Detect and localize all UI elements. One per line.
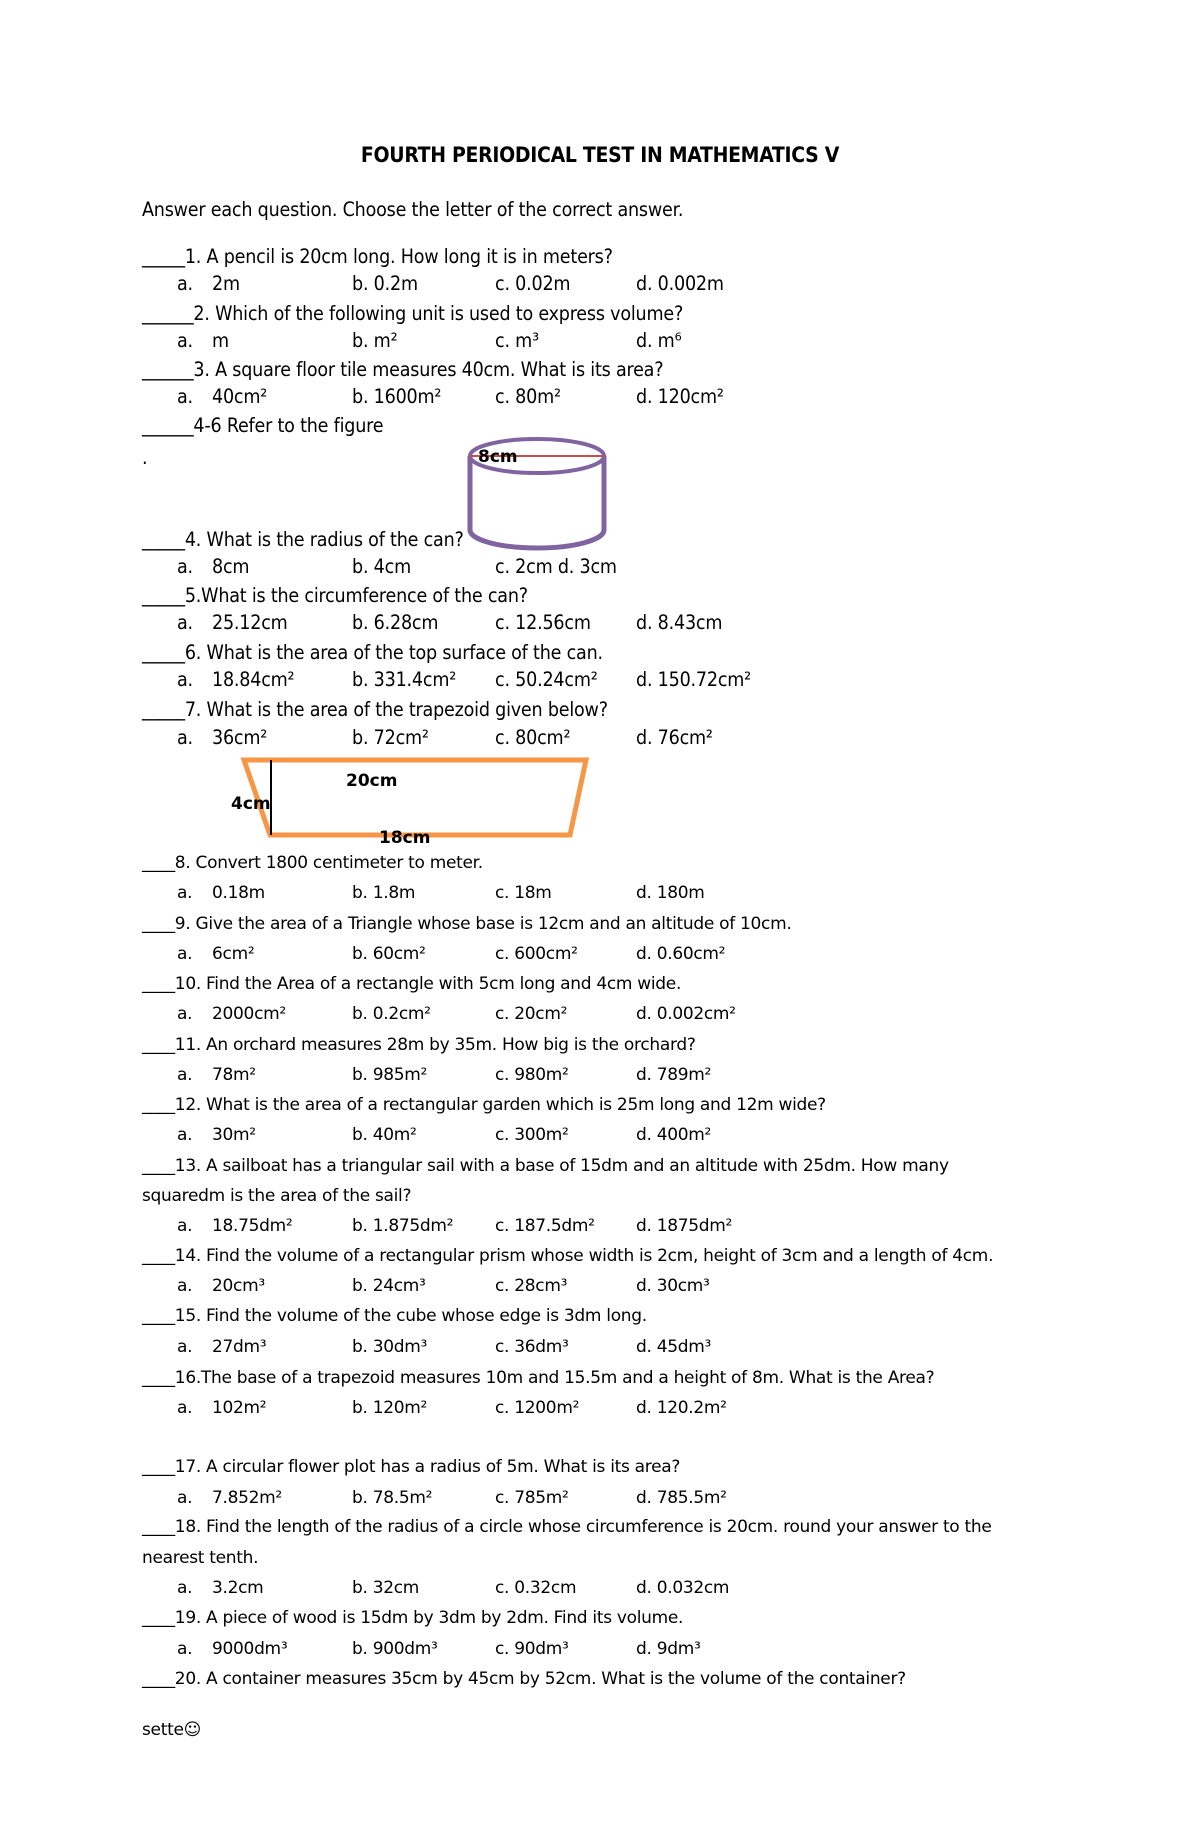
answer-option: c. 90dm³ (495, 1639, 569, 1659)
question-9-text: ____9. Give the area of a Triangle whose base is 12cm and an altitude of 10cm. (142, 914, 792, 934)
answer-option: d. 30cm³ (636, 1276, 710, 1296)
answer-option: 36cm² (212, 726, 268, 749)
question-19-text: ____19. A piece of wood is 15dm by 3dm by 2dm. Find its volume. (142, 1608, 684, 1628)
answer-option: b. 6.28cm (352, 611, 439, 634)
answer-option: b. 32cm (352, 1578, 420, 1598)
trapezoid-side-label: 4cm (231, 794, 271, 814)
question-17-text: ____17. A circular flower plot has a radius of 5m. What is its area? (142, 1457, 681, 1477)
answer-option: c. 50.24cm² (495, 668, 598, 691)
option-letter: a. (177, 329, 193, 352)
answer-option: 78m² (212, 1065, 256, 1085)
question-12-text: ____12. What is the area of a rectangular garden which is 25m long and 12m wide? (142, 1095, 826, 1115)
answer-option: c. 28cm³ (495, 1276, 568, 1296)
answer-option: 0.18m (212, 883, 265, 903)
answer-option: d. 120cm² (636, 385, 724, 408)
instructions: Answer each question. Choose the letter of the correct answer. (142, 198, 684, 221)
option-letter: a. (177, 668, 193, 691)
answer-option: c. 36dm³ (495, 1337, 569, 1357)
answer-option: b. 120m² (352, 1398, 428, 1418)
answer-option: 8cm (212, 555, 250, 578)
trapezoid-shape (244, 760, 586, 835)
option-letter: a. (177, 272, 193, 295)
trapezoid-bottom-label: 18cm (379, 828, 431, 848)
answer-option: b. 72cm² (352, 726, 429, 749)
answer-option: d. 785.5m² (636, 1488, 727, 1508)
answer-option: c. 20cm² (495, 1004, 568, 1024)
question-15-text: ____15. Find the volume of the cube whose edge is 3dm long. (142, 1306, 647, 1326)
question-4_6-text: ______4-6 Refer to the figure (142, 414, 384, 437)
answer-option: c. 600cm² (495, 944, 578, 964)
answer-option: 7.852m² (212, 1488, 282, 1508)
answer-option: 6cm² (212, 944, 255, 964)
answer-option: 40cm² (212, 385, 268, 408)
answer-option: d. 76cm² (636, 726, 713, 749)
answer-option: c. 187.5dm² (495, 1216, 595, 1236)
trapezoid-figure (230, 754, 600, 854)
answer-option: 25.12cm (212, 611, 288, 634)
answer-option: 20cm³ (212, 1276, 265, 1296)
answer-option: 2m (212, 272, 240, 295)
answer-option: m (212, 329, 229, 352)
answer-option: 9000dm³ (212, 1639, 288, 1659)
answer-option: 27dm³ (212, 1337, 267, 1357)
answer-option: b. 985m² (352, 1065, 428, 1085)
answer-option: b. 30dm³ (352, 1337, 427, 1357)
answer-option: c. 12.56cm (495, 611, 591, 634)
answer-option: 2000cm² (212, 1004, 286, 1024)
answer-option: b. 331.4cm² (352, 668, 457, 691)
answer-option: d. 0.032cm (636, 1578, 730, 1598)
option-letter: a. (177, 611, 193, 634)
answer-option: b. 1.8m (352, 883, 416, 903)
answer-option: 18.84cm² (212, 668, 295, 691)
question-7-text: _____7. What is the area of the trapezoid given below? (142, 698, 608, 721)
option-letter: a. (177, 1065, 193, 1085)
option-letter: a. (177, 385, 193, 408)
trapezoid-top-label: 20cm (346, 771, 398, 791)
answer-option: c. 980m² (495, 1065, 569, 1085)
question-20-text: ____20. A container measures 35cm by 45cm by 52cm. What is the volume of the container? (142, 1669, 906, 1689)
can-figure (465, 436, 615, 551)
answer-option: b. 0.2m (352, 272, 418, 295)
question-6-text: _____6. What is the area of the top surface of the can. (142, 641, 603, 664)
option-letter: a. (177, 1578, 193, 1598)
answer-option: c. m³ (495, 329, 539, 352)
answer-option: b. 1600m² (352, 385, 442, 408)
answer-option: d. 9dm³ (636, 1639, 701, 1659)
option-letter: a. (177, 1216, 193, 1236)
question-14-text: ____14. Find the volume of a rectangular prism whose width is 2cm, height of 3cm and a length of 4cm. (142, 1246, 994, 1266)
option-letter: a. (177, 1004, 193, 1024)
answer-option: c. 2cm d. 3cm (495, 555, 617, 578)
answer-option: 3.2cm (212, 1578, 264, 1598)
answer-option: d. 150.72cm² (636, 668, 752, 691)
option-letter: a. (177, 726, 193, 749)
answer-option: c. 300m² (495, 1125, 569, 1145)
answer-option: d. 0.60cm² (636, 944, 726, 964)
answer-option: c. 18m (495, 883, 552, 903)
question-1-text: _____1. A pencil is 20cm long. How long it is in meters? (142, 245, 613, 268)
option-letter: a. (177, 1488, 193, 1508)
answer-option: b. 4cm (352, 555, 411, 578)
footer-signature: sette☺ (142, 1720, 202, 1740)
answer-option: d. 8.43cm (636, 611, 723, 634)
answer-option: d. 45dm³ (636, 1337, 711, 1357)
question-11-text: ____11. An orchard measures 28m by 35m. How big is the orchard? (142, 1035, 696, 1055)
answer-option: b. m² (352, 329, 398, 352)
page-title: FOURTH PERIODICAL TEST IN MATHEMATICS V (360, 143, 840, 167)
option-letter: a. (177, 883, 193, 903)
answer-option: b. 78.5m² (352, 1488, 433, 1508)
question-3-text: ______3. A square floor tile measures 40cm. What is its area? (142, 358, 664, 381)
option-letter: a. (177, 1398, 193, 1418)
question-4-text: _____4. What is the radius of the can? (142, 528, 464, 551)
answer-option: d. 789m² (636, 1065, 712, 1085)
option-letter: a. (177, 1337, 193, 1357)
answer-option: c. 0.32cm (495, 1578, 577, 1598)
answer-option: b. 24cm³ (352, 1276, 426, 1296)
answer-option: c. 80m² (495, 385, 561, 408)
answer-option: d. 180m (636, 883, 705, 903)
answer-option: b. 60cm² (352, 944, 426, 964)
answer-option: d. 1875dm² (636, 1216, 733, 1236)
answer-option: d. m⁶ (636, 329, 682, 352)
question-8-text: ____8. Convert 1800 centimeter to meter. (142, 853, 483, 873)
option-letter: a. (177, 1125, 193, 1145)
answer-option: 30m² (212, 1125, 256, 1145)
question-10-text: ____10. Find the Area of a rectangle with 5cm long and 4cm wide. (142, 974, 682, 994)
answer-option: d. 120.2m² (636, 1398, 727, 1418)
answer-option: d. 0.002cm² (636, 1004, 736, 1024)
question-13-text: ____13. A sailboat has a triangular sail with a base of 15dm and an altitude with 25dm. How many (142, 1156, 949, 1176)
question-5-text: _____5.What is the circumference of the can? (142, 584, 528, 607)
answer-option: c. 80cm² (495, 726, 571, 749)
answer-option: c. 0.02m (495, 272, 571, 295)
answer-option: b. 1.875dm² (352, 1216, 454, 1236)
answer-option: b. 900dm³ (352, 1639, 438, 1659)
question-18-text: ____18. Find the length of the radius of a circle whose circumference is 20cm. round your answer to the (142, 1517, 992, 1537)
answer-option: b. 0.2cm² (352, 1004, 431, 1024)
question-18-continued-text: nearest tenth. (142, 1548, 259, 1568)
stray-period: . (142, 446, 148, 469)
question-16-text: ____16.The base of a trapezoid measures 10m and 15.5m and a height of 8m. What is the Area? (142, 1368, 935, 1388)
option-letter: a. (177, 555, 193, 578)
answer-option: b. 40m² (352, 1125, 417, 1145)
answer-option: c. 1200m² (495, 1398, 580, 1418)
question-13-continued-text: squaredm is the area of the sail? (142, 1186, 412, 1206)
can-diameter-label: 8cm (478, 447, 518, 467)
option-letter: a. (177, 944, 193, 964)
option-letter: a. (177, 1276, 193, 1296)
answer-option: 18.75dm² (212, 1216, 293, 1236)
answer-option: 102m² (212, 1398, 267, 1418)
question-2-text: ______2. Which of the following unit is used to express volume? (142, 302, 684, 325)
answer-option: d. 400m² (636, 1125, 712, 1145)
answer-option: d. 0.002m (636, 272, 724, 295)
option-letter: a. (177, 1639, 193, 1659)
answer-option: c. 785m² (495, 1488, 569, 1508)
